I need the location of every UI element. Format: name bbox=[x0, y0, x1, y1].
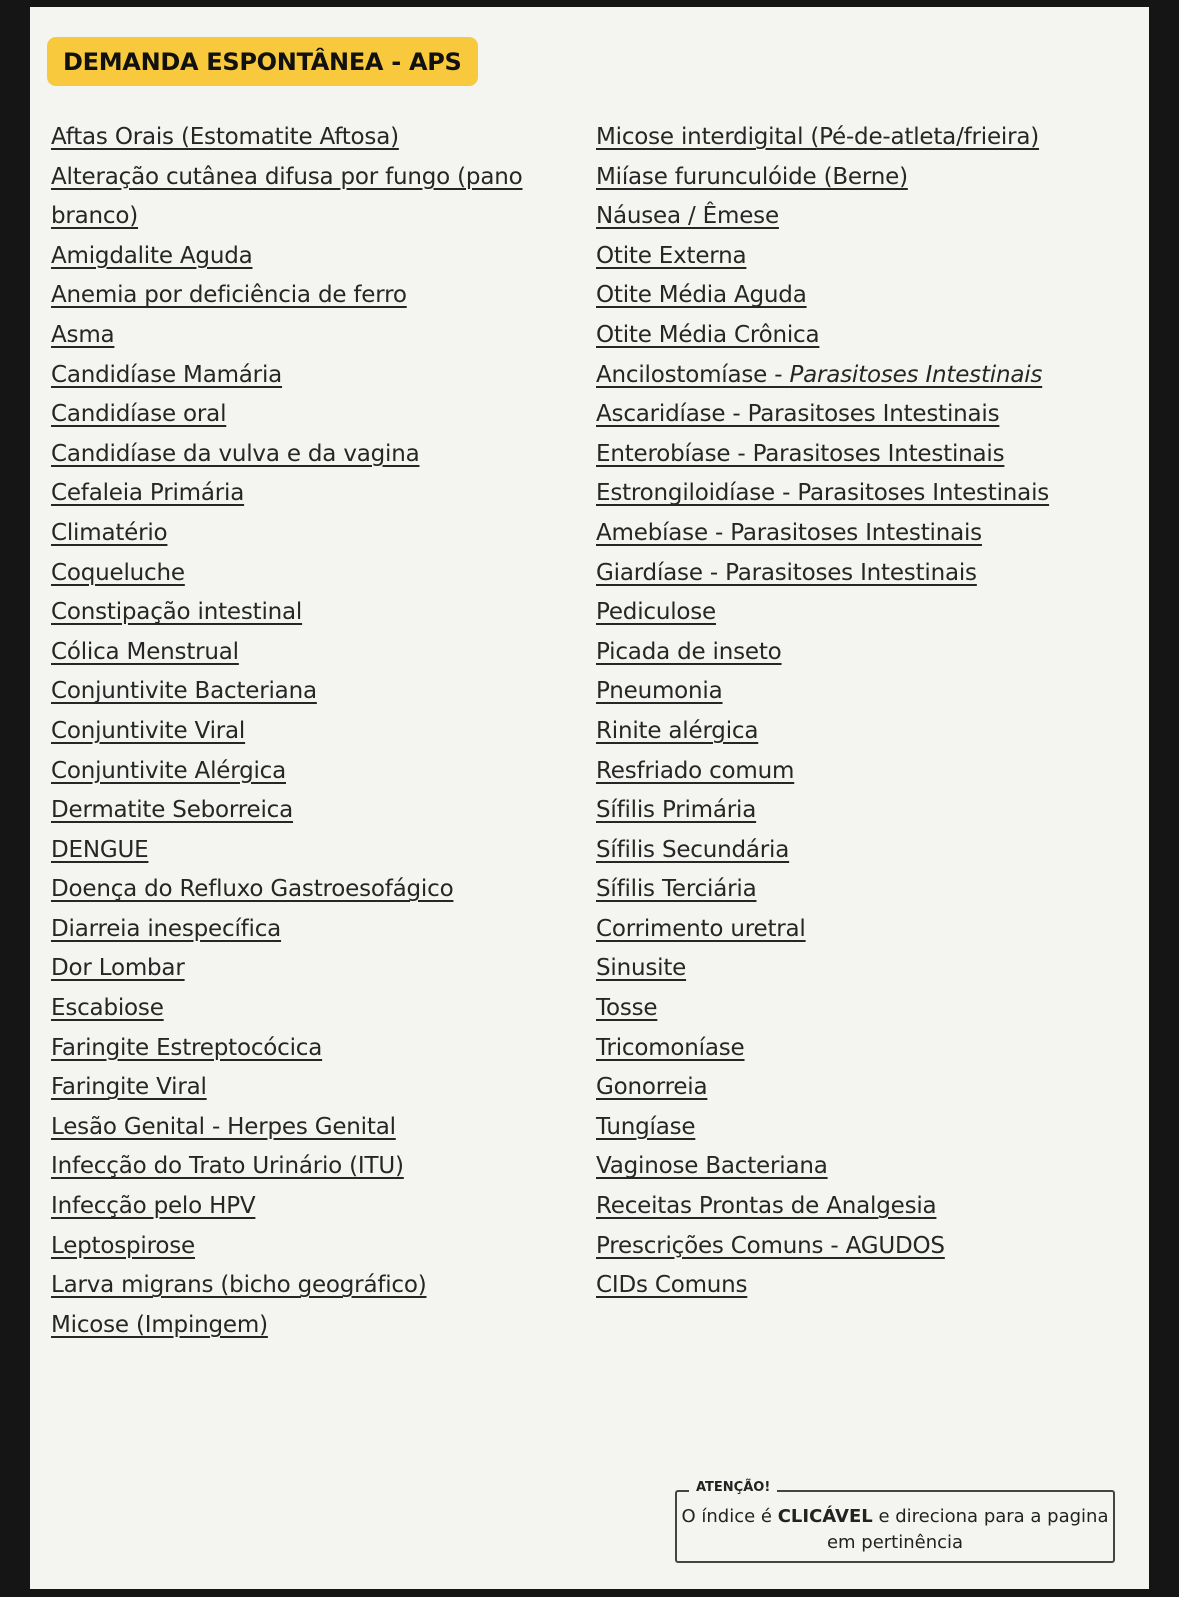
index-link[interactable] bbox=[51, 282, 407, 308]
index-link-label: Tricomoníase bbox=[596, 1034, 745, 1061]
index-link[interactable] bbox=[596, 639, 782, 665]
index-link-label: Tungíase bbox=[596, 1113, 696, 1140]
right-list-item bbox=[596, 633, 1116, 673]
index-link[interactable] bbox=[596, 480, 1049, 506]
index-link-label: Sífilis Terciária bbox=[596, 876, 757, 903]
index-link-label: Enterobíase - Parasitoses Intestinais bbox=[596, 440, 1005, 467]
index-link-label: Otite Média Aguda bbox=[596, 282, 807, 309]
left-list-item bbox=[51, 237, 551, 277]
index-link-label: Infecção pelo HPV bbox=[51, 1193, 256, 1220]
index-link-label: Amigdalite Aguda bbox=[51, 242, 253, 269]
index-link-label: Ancilostomíase - bbox=[596, 361, 790, 388]
notice-box bbox=[675, 1480, 1115, 1563]
left-list-item bbox=[51, 791, 551, 831]
index-link[interactable] bbox=[596, 1074, 707, 1100]
right-list-item bbox=[596, 791, 1116, 831]
index-link-label: Corrimento uretral bbox=[596, 915, 806, 942]
right-list-item bbox=[596, 1147, 1116, 1187]
right-list-item bbox=[596, 514, 1116, 554]
index-link-label: Constipação intestinal bbox=[51, 599, 303, 626]
index-link[interactable] bbox=[596, 1114, 695, 1140]
index-link[interactable] bbox=[51, 955, 185, 981]
left-list-item bbox=[51, 593, 551, 633]
left-list-item bbox=[51, 316, 551, 356]
right-list-item bbox=[596, 949, 1116, 989]
index-link-label: Faringite Estreptocócica bbox=[51, 1034, 323, 1061]
index-link[interactable] bbox=[596, 599, 716, 625]
index-link-label: Micose (Impingem) bbox=[51, 1311, 268, 1338]
index-link[interactable] bbox=[596, 1272, 747, 1298]
left-list-item bbox=[51, 870, 551, 910]
index-link-label: Vaginose Bacteriana bbox=[596, 1153, 828, 1180]
index-link-label: Sífilis Secundária bbox=[596, 836, 790, 863]
index-link[interactable] bbox=[596, 560, 977, 586]
right-list-item bbox=[596, 474, 1116, 514]
index-link[interactable] bbox=[51, 164, 522, 230]
index-link[interactable] bbox=[596, 955, 686, 981]
index-link[interactable] bbox=[596, 916, 806, 942]
index-link-label: Dermatite Seborreica bbox=[51, 797, 294, 824]
right-list-item bbox=[596, 593, 1116, 633]
index-link-label: Resfriado comum bbox=[596, 757, 795, 784]
index-link[interactable] bbox=[51, 758, 286, 784]
index-link-label: Estrongiloidíase - Parasitoses Intestinais bbox=[596, 480, 1050, 507]
index-link[interactable] bbox=[51, 995, 164, 1021]
index-link[interactable] bbox=[51, 1272, 427, 1298]
index-link[interactable] bbox=[51, 480, 244, 506]
left-list-item bbox=[51, 672, 551, 712]
right-list-item bbox=[596, 1266, 1116, 1306]
index-link[interactable] bbox=[51, 1233, 195, 1259]
index-link-label: Náusea / Êmese bbox=[596, 203, 779, 230]
index-link[interactable] bbox=[51, 599, 302, 625]
right-list-item bbox=[596, 237, 1116, 277]
right-list-item bbox=[596, 989, 1116, 1029]
index-link-label: Gonorreia bbox=[596, 1074, 708, 1101]
index-link-label: Lesão Genital - Herpes Genital bbox=[51, 1113, 396, 1140]
index-link[interactable] bbox=[51, 916, 281, 942]
index-link[interactable] bbox=[51, 718, 245, 744]
left-list-item bbox=[51, 118, 551, 158]
index-link[interactable] bbox=[596, 520, 982, 546]
index-link-label: Conjuntivite Viral bbox=[51, 717, 246, 744]
index-link[interactable] bbox=[596, 243, 746, 269]
left-list-item bbox=[51, 949, 551, 989]
index-link[interactable] bbox=[596, 124, 1039, 150]
left-list-item bbox=[51, 1227, 551, 1267]
right-list-item bbox=[596, 672, 1116, 712]
index-link[interactable] bbox=[596, 401, 999, 427]
left-list-item bbox=[51, 1029, 551, 1069]
index-link-label: Candidíase Mamária bbox=[51, 361, 283, 388]
left-list-item bbox=[51, 633, 551, 673]
right-list-item bbox=[596, 1227, 1116, 1267]
section-title-badge bbox=[47, 37, 478, 86]
notice-title: ATENÇÃO! bbox=[689, 1480, 777, 1495]
index-link[interactable] bbox=[51, 322, 114, 348]
index-link-label: Candidíase oral bbox=[51, 401, 227, 428]
notice-text bbox=[677, 1504, 1113, 1556]
right-list-item bbox=[596, 356, 1116, 396]
index-link[interactable] bbox=[51, 401, 226, 427]
section-title: DEMANDA ESPONTÂNEA - APS bbox=[63, 47, 462, 76]
left-list-item bbox=[51, 1306, 551, 1346]
index-link[interactable] bbox=[51, 520, 167, 546]
right-list-item bbox=[596, 435, 1116, 475]
index-link-label: CIDs Comuns bbox=[596, 1272, 748, 1299]
index-link[interactable] bbox=[51, 1074, 207, 1100]
index-link[interactable] bbox=[51, 243, 253, 269]
index-link-label: Tosse bbox=[596, 995, 658, 1022]
index-link[interactable] bbox=[51, 837, 148, 863]
index-link[interactable] bbox=[596, 1193, 936, 1219]
index-link[interactable] bbox=[51, 876, 453, 902]
index-link-label: Sífilis Primária bbox=[596, 797, 757, 824]
index-link[interactable] bbox=[51, 560, 185, 586]
index-link[interactable] bbox=[51, 1312, 268, 1338]
index-link-label: Candidíase da vulva e da vagina bbox=[51, 440, 420, 467]
index-list-left bbox=[51, 118, 551, 1345]
left-list-item bbox=[51, 474, 551, 514]
index-link-label: Coqueluche bbox=[51, 559, 185, 586]
index-link-label: Receitas Prontas de Analgesia bbox=[596, 1193, 937, 1220]
left-list-item bbox=[51, 1068, 551, 1108]
index-link[interactable] bbox=[596, 995, 657, 1021]
index-link[interactable] bbox=[596, 758, 794, 784]
index-link-label: Dor Lombar bbox=[51, 955, 185, 982]
right-list-item bbox=[596, 1108, 1116, 1148]
index-link-label: Otite Média Crônica bbox=[596, 321, 820, 348]
index-link-label: Infecção do Trato Urinário (ITU) bbox=[51, 1153, 404, 1180]
index-link[interactable] bbox=[51, 441, 419, 467]
index-link-label: Pneumonia bbox=[596, 678, 723, 705]
index-link[interactable] bbox=[596, 362, 1042, 388]
right-list-item bbox=[596, 395, 1116, 435]
index-link-label: Diarreia inespecífica bbox=[51, 915, 282, 942]
index-link-label: Amebíase - Parasitoses Intestinais bbox=[596, 519, 982, 546]
left-list-item bbox=[51, 514, 551, 554]
left-list-item bbox=[51, 395, 551, 435]
index-link[interactable] bbox=[596, 678, 723, 704]
index-link-label: Doença do Refluxo Gastroesofágico bbox=[51, 876, 454, 903]
left-list-item bbox=[51, 1266, 551, 1306]
index-link-label: Faringite Viral bbox=[51, 1074, 207, 1101]
index-link-label: DENGUE bbox=[51, 836, 149, 863]
left-list-item bbox=[51, 435, 551, 475]
right-list-item bbox=[596, 158, 1116, 198]
index-link-italic-suffix: Parasitoses Intestinais bbox=[789, 361, 1043, 388]
left-list-item bbox=[51, 1108, 551, 1148]
index-link-label: Larva migrans (bicho geográfico) bbox=[51, 1272, 427, 1299]
index-link-label: Miíase furunculóide (Berne) bbox=[596, 163, 908, 190]
left-list-item bbox=[51, 1187, 551, 1227]
right-list-item bbox=[596, 712, 1116, 752]
index-link-label: Cefaleia Primária bbox=[51, 480, 245, 507]
left-list-item bbox=[51, 910, 551, 950]
index-link-label: Alteração cutânea difusa por fungo (pano branco) bbox=[51, 163, 523, 230]
index-list-right bbox=[596, 118, 1116, 1306]
left-list-item bbox=[51, 989, 551, 1029]
left-list-item bbox=[51, 1147, 551, 1187]
right-list-item bbox=[596, 316, 1116, 356]
left-list-item bbox=[51, 554, 551, 594]
right-list-item bbox=[596, 752, 1116, 792]
left-list-item bbox=[51, 276, 551, 316]
index-link[interactable] bbox=[596, 441, 1004, 467]
index-link[interactable] bbox=[51, 1114, 396, 1140]
index-link-label: Rinite alérgica bbox=[596, 717, 759, 744]
right-list-item bbox=[596, 197, 1116, 237]
index-link[interactable] bbox=[596, 1035, 745, 1061]
index-link[interactable] bbox=[51, 797, 293, 823]
notice-text-after: e direciona para a pagina em pertinência bbox=[826, 1506, 1109, 1553]
index-link[interactable] bbox=[596, 718, 758, 744]
index-link[interactable] bbox=[51, 124, 399, 150]
right-list-item bbox=[596, 910, 1116, 950]
index-link-label: Ascaridíase - Parasitoses Intestinais bbox=[596, 401, 1000, 428]
left-list-item bbox=[51, 752, 551, 792]
index-link-label: Cólica Menstrual bbox=[51, 638, 239, 665]
left-list-item bbox=[51, 158, 551, 237]
index-link[interactable] bbox=[51, 678, 317, 704]
index-link-label: Escabiose bbox=[51, 995, 164, 1022]
index-link[interactable] bbox=[596, 282, 807, 308]
index-link[interactable] bbox=[51, 362, 282, 388]
index-link[interactable] bbox=[596, 1233, 945, 1259]
index-link-label: Conjuntivite Alérgica bbox=[51, 757, 286, 784]
right-list-item bbox=[596, 1187, 1116, 1227]
index-link-label: Prescrições Comuns - AGUDOS bbox=[596, 1232, 945, 1259]
index-link-label: Picada de inseto bbox=[596, 638, 782, 665]
index-link-label: Pediculose bbox=[596, 599, 717, 626]
right-list-item bbox=[596, 870, 1116, 910]
index-link-label: Micose interdigital (Pé-de-atleta/frieira) bbox=[596, 124, 1040, 150]
right-list-item bbox=[596, 1029, 1116, 1069]
index-link-label: Conjuntivite Bacteriana bbox=[51, 678, 317, 705]
index-link-label: Aftas Orais (Estomatite Aftosa) bbox=[51, 124, 399, 150]
index-link-label: Otite Externa bbox=[596, 242, 747, 269]
index-link[interactable] bbox=[596, 164, 908, 190]
index-link-label: Asma bbox=[51, 321, 115, 348]
right-list-item bbox=[596, 276, 1116, 316]
index-link[interactable] bbox=[596, 837, 789, 863]
left-list-item bbox=[51, 712, 551, 752]
index-link[interactable] bbox=[596, 876, 756, 902]
index-link-label: Leptospirose bbox=[51, 1232, 195, 1259]
right-list-item bbox=[596, 554, 1116, 594]
notice-text-before: O índice é bbox=[681, 1506, 778, 1527]
index-link[interactable] bbox=[596, 203, 779, 229]
index-link[interactable] bbox=[596, 797, 756, 823]
index-link[interactable] bbox=[51, 639, 239, 665]
right-list-item bbox=[596, 1068, 1116, 1108]
index-link[interactable] bbox=[51, 1193, 255, 1219]
notice-text-bold: CLICÁVEL bbox=[777, 1506, 873, 1527]
document-page bbox=[30, 7, 1149, 1589]
index-link-label: Sinusite bbox=[596, 955, 687, 982]
index-link[interactable] bbox=[51, 1153, 404, 1179]
index-link[interactable] bbox=[596, 1153, 828, 1179]
index-link[interactable] bbox=[51, 1035, 322, 1061]
left-list-item bbox=[51, 831, 551, 871]
index-link-label: Giardíase - Parasitoses Intestinais bbox=[596, 559, 977, 586]
index-link[interactable] bbox=[596, 322, 819, 348]
index-link-label: Climatério bbox=[51, 519, 168, 546]
right-list-item bbox=[596, 118, 1116, 158]
left-list-item bbox=[51, 356, 551, 396]
index-link-label: Anemia por deficiência de ferro bbox=[51, 282, 407, 309]
right-list-item bbox=[596, 831, 1116, 871]
